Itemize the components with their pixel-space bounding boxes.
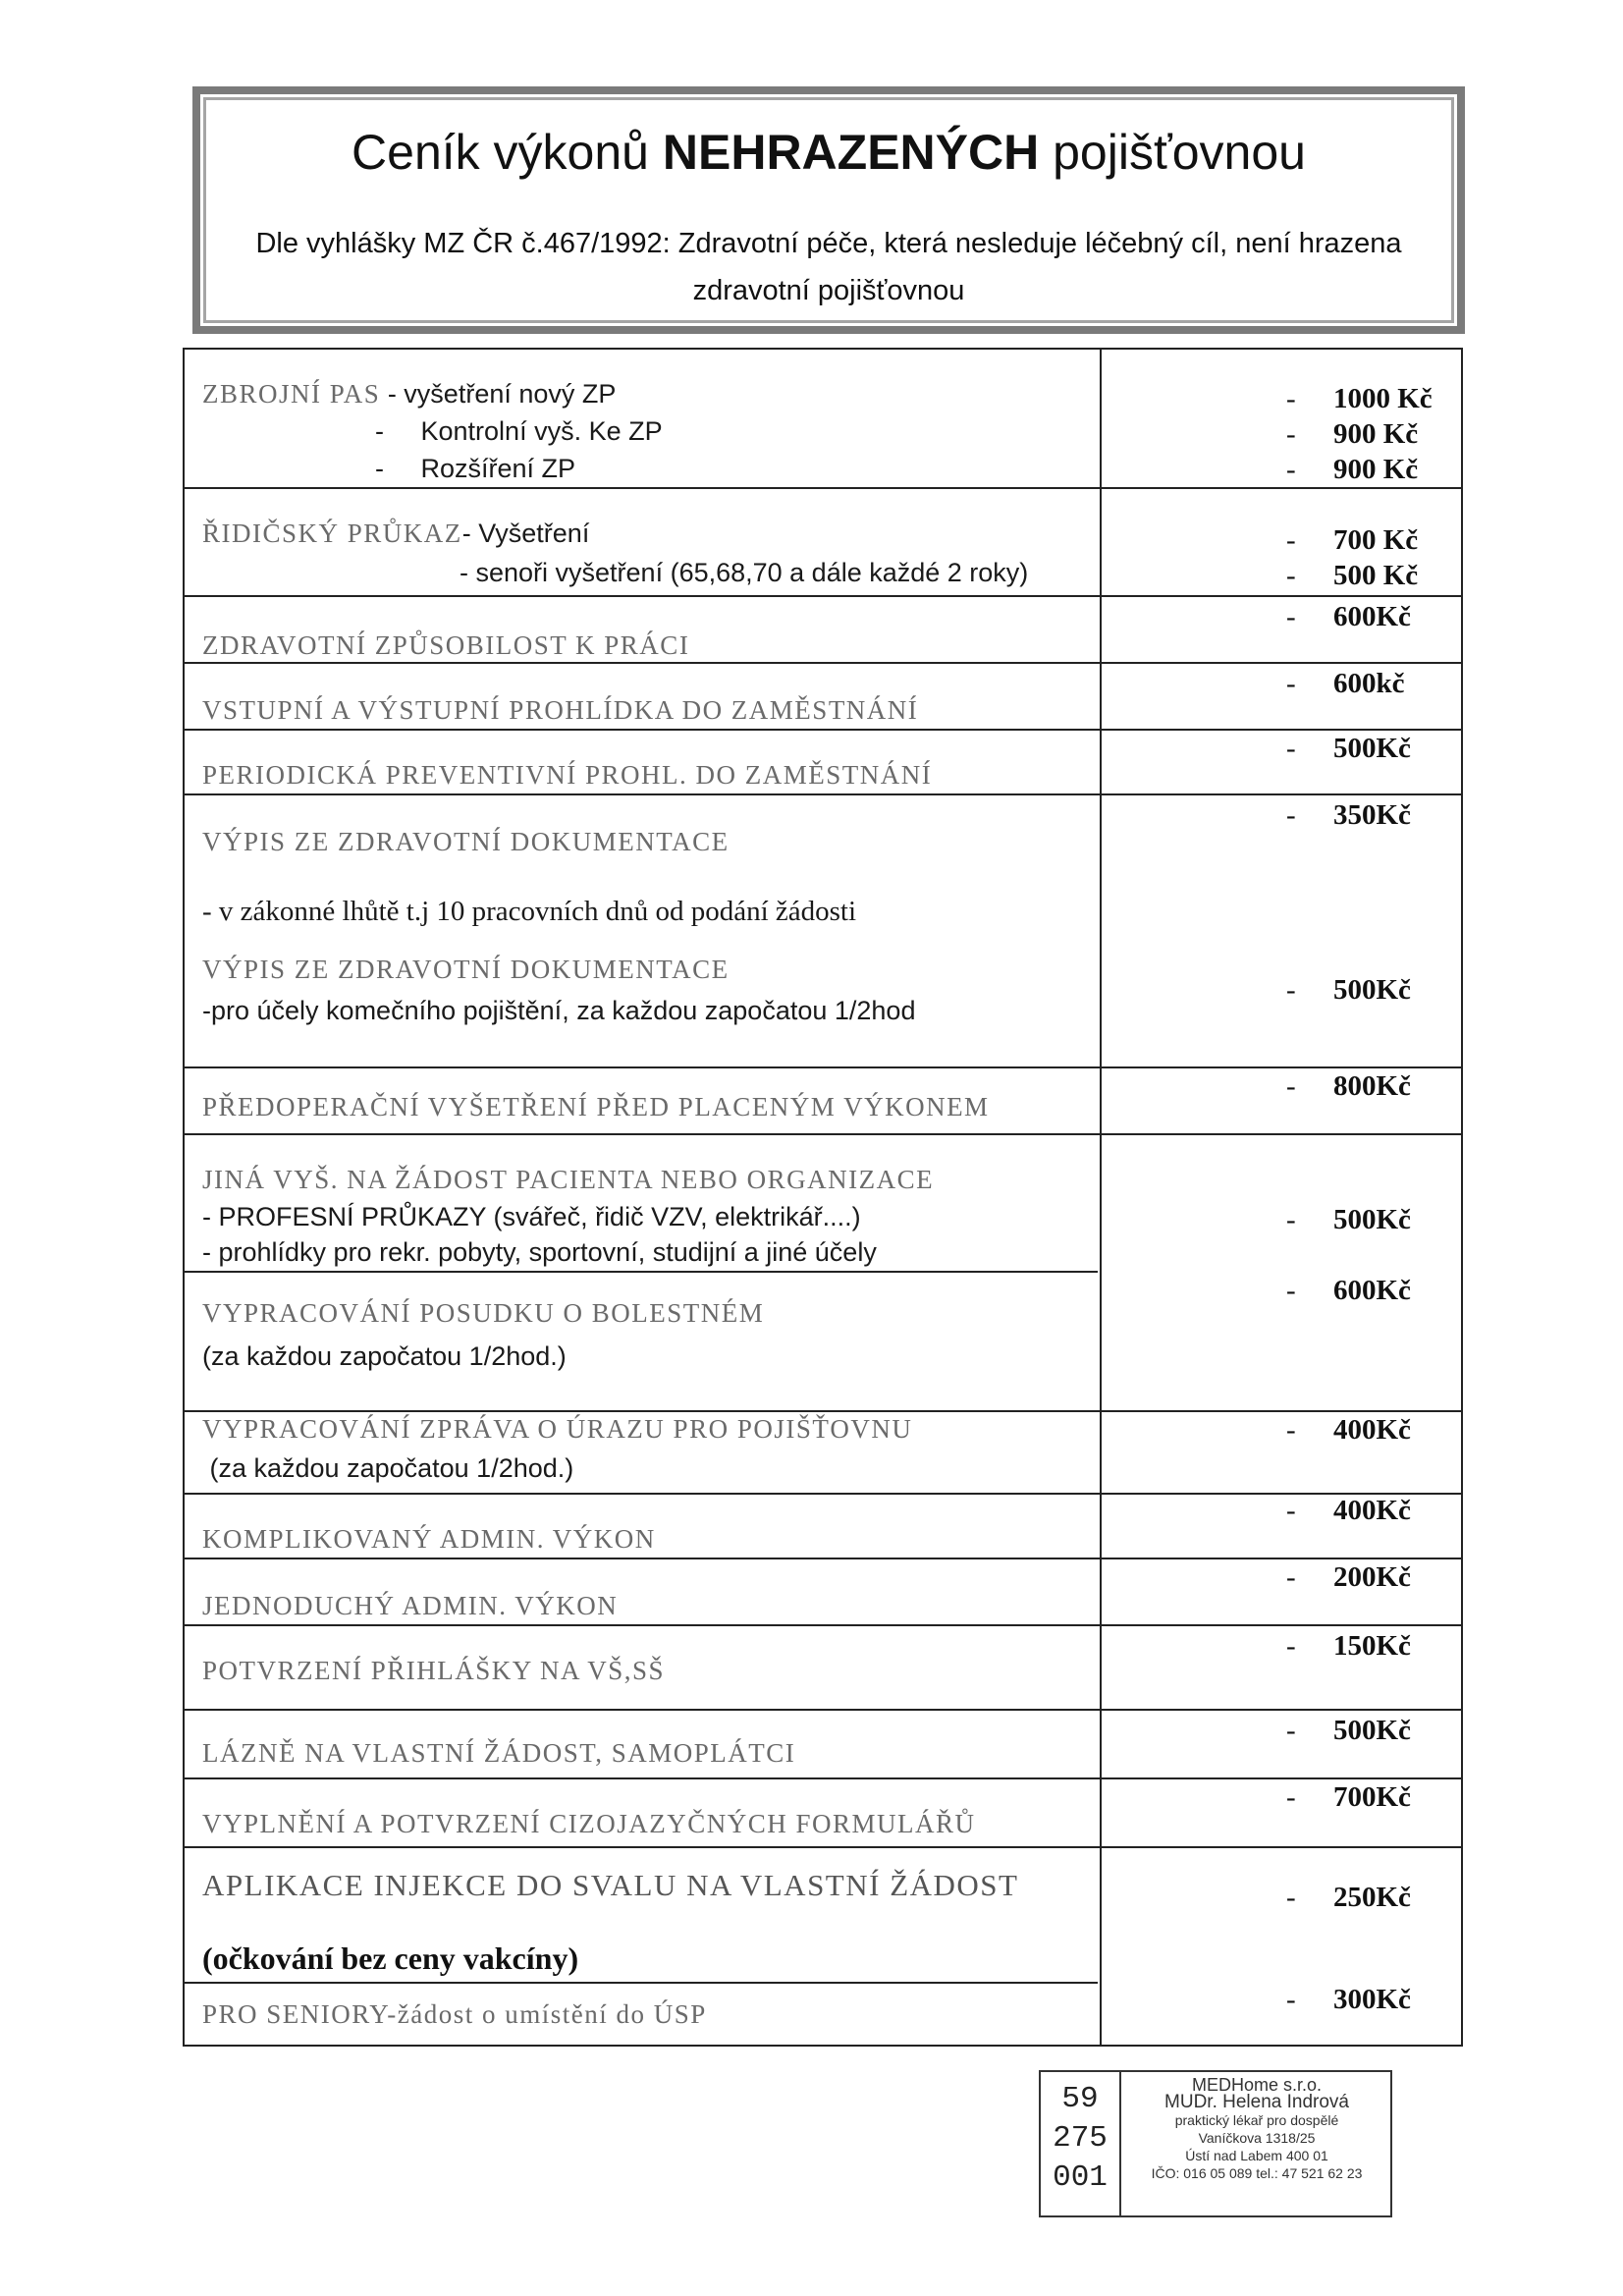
- price-ridicsky: - 700 Kč: [1286, 524, 1419, 556]
- row-predoperacni: PŘEDOPERAČNÍ VYŠETŘENÍ PŘED PLACENÝM VÝKONEM: [202, 1092, 990, 1121]
- zbrojni-kontrolni: - Kontrolní vyš. Ke ZP: [375, 416, 663, 446]
- row-vypis-dokumentace: VÝPIS ZE ZDRAVOTNÍ DOKUMENTACE: [202, 827, 730, 856]
- stamp-role: praktický lékař pro dospělé: [1174, 2112, 1339, 2128]
- row-divider: [185, 595, 1461, 597]
- page-subtitle: Dle vyhlášky MZ ČR č.467/1992: Zdravotní péče, která nesleduje léčebný cíl, není hrazena zdravotní pojišťovnou: [255, 228, 1402, 306]
- stamp-ids: IČO: 016 05 089 tel.: 47 521 62 23: [1151, 2165, 1363, 2181]
- jina-prohlidky-note: - prohlídky pro rekr. pobyty, sportovní, studijní a jiné účely: [202, 1237, 877, 1267]
- row-divider: [185, 1133, 1461, 1135]
- price-jina: - 500Kč: [1286, 1204, 1411, 1235]
- row-lazne: LÁZNĚ NA VLASTNÍ ŽÁDOST, SAMOPLÁTCI: [202, 1738, 796, 1768]
- row-bolestne: VYPRACOVÁNÍ POSUDKU O BOLESTNÉM: [202, 1298, 765, 1328]
- row-divider: [185, 1982, 1098, 1984]
- price-zpusobilost: - 600Kč: [1286, 601, 1411, 632]
- price-zbrojni-kontrolni: - 900 Kč: [1286, 418, 1419, 450]
- row-divider: [185, 1066, 1461, 1068]
- price-vstupni: - 600kč: [1286, 668, 1405, 699]
- price-prihlasky: - 150Kč: [1286, 1630, 1411, 1662]
- row-uraz: VYPRACOVÁNÍ ZPRÁVA O ÚRAZU PRO POJIŠŤOVNU: [202, 1414, 913, 1444]
- vypis-lhuta-note: - v zákonné lhůtě t.j 10 pracovních dnů od podání žádosti: [202, 896, 857, 927]
- row-divider: [185, 1493, 1461, 1495]
- row-injekce: APLIKACE INJEKCE DO SVALU NA VLASTNÍ ŽÁDOST: [202, 1868, 1019, 1902]
- row-periodicka: PERIODICKÁ PREVENTIVNÍ PROHL. DO ZAMĚSTNÁNÍ: [202, 760, 933, 790]
- price-periodicka: - 500Kč: [1286, 733, 1411, 764]
- row-divider: [185, 1846, 1461, 1848]
- row-divider: [185, 793, 1461, 795]
- vypis-pojisteni-note: -pro účely komečního pojištění, za každou započatou 1/2hod: [202, 996, 916, 1025]
- row-vstupni-prohlidka: VSTUPNÍ A VÝSTUPNÍ PROHLÍDKA DO ZAMĚSTNÁNÍ: [202, 695, 919, 725]
- row-jednoduchy: JEDNODUCHÝ ADMIN. VÝKON: [202, 1591, 619, 1620]
- row-ridicsky-prukaz: ŘIDIČSKÝ PRŮKAZ- Vyšetření: [202, 519, 590, 548]
- price-zbrojni-rozsireni: - 900 Kč: [1286, 454, 1419, 485]
- bolestne-note: (za každou započatou 1/2hod.): [202, 1341, 567, 1371]
- stamp-city: Ústí nad Labem 400 01: [1185, 2148, 1328, 2163]
- row-divider: [185, 1777, 1461, 1779]
- price-seniori: - 300Kč: [1286, 1984, 1411, 2015]
- price-vypis-pojisteni: - 500Kč: [1286, 974, 1411, 1006]
- row-formulare: VYPLNĚNÍ A POTVRZENÍ CIZOJAZYČNÝCH FORMULÁŘŮ: [202, 1809, 976, 1838]
- stamp-info: [1123, 2076, 1390, 2182]
- row-divider: [185, 729, 1461, 731]
- uraz-note: (za každou započatou 1/2hod.): [202, 1453, 574, 1483]
- row-divider: [185, 487, 1461, 489]
- row-zbrojni-pas: ZBROJNÍ PAS - vyšetření nový ZP: [202, 379, 617, 409]
- row-divider: [185, 662, 1461, 664]
- row-zpusobilost: ZDRAVOTNÍ ZPŮSOBILOST K PRÁCI: [202, 630, 690, 660]
- price-uraz: - 400Kč: [1286, 1414, 1411, 1446]
- row-divider: [185, 1271, 1098, 1273]
- stamp-company: MEDHome s.r.o.: [1191, 2075, 1323, 2095]
- price-lazne: - 500Kč: [1286, 1715, 1411, 1746]
- stamp-street: Vaníčkova 1318/25: [1198, 2130, 1316, 2146]
- row-divider: [185, 1709, 1461, 1711]
- header-box: [192, 86, 1465, 334]
- column-divider: [1100, 350, 1102, 2045]
- price-komplikovany: - 400Kč: [1286, 1495, 1411, 1526]
- row-jina-vysetreni: JINÁ VYŠ. NA ŽÁDOST PACIENTA NEBO ORGANIZACE: [202, 1165, 935, 1194]
- price-ridicsky-seniori: - 500 Kč: [1286, 560, 1419, 591]
- price-formulare: - 700Kč: [1286, 1781, 1411, 1813]
- price-jednoduchy: - 200Kč: [1286, 1561, 1411, 1593]
- jina-profesni-note: - PROFESNÍ PRŮKAZY (svářeč, řidič VZV, elektrikář....): [202, 1202, 861, 1231]
- row-vypis-pojisteni: VÝPIS ZE ZDRAVOTNÍ DOKUMENTACE: [202, 955, 730, 984]
- ridicsky-seniori: - senoři vyšetření (65,68,70 a dále každé 2 roky): [460, 558, 1029, 587]
- row-komplikovany: KOMPLIKOVANÝ ADMIN. VÝKON: [202, 1524, 656, 1554]
- page-title: Ceník výkonů NEHRAZENÝCH pojišťovnou: [352, 125, 1306, 180]
- row-divider: [185, 1624, 1461, 1626]
- row-divider: [185, 1558, 1461, 1559]
- stamp-number: 59 275 001: [1041, 2072, 1121, 2215]
- row-divider: [185, 1410, 1461, 1412]
- zbrojni-rozsireni: - Rozšíření ZP: [375, 454, 576, 483]
- row-seniori-usp: PRO SENIORY-žádost o umístění do ÚSP: [202, 1999, 707, 2029]
- row-prihlasky: POTVRZENÍ PŘIHLÁŠKY NA VŠ,SŠ: [202, 1656, 666, 1685]
- price-zbrojni-novy: - 1000 Kč: [1286, 383, 1433, 414]
- practice-stamp: [1039, 2070, 1392, 2217]
- price-predoperacni: - 800Kč: [1286, 1070, 1411, 1102]
- price-vypis: - 350Kč: [1286, 799, 1411, 831]
- stamp-doctor: MUDr. Helena Indrová: [1164, 2092, 1349, 2112]
- price-bolestne: - 600Kč: [1286, 1275, 1411, 1306]
- price-injekce: - 250Kč: [1286, 1882, 1411, 1913]
- price-table: [183, 348, 1463, 2047]
- injekce-note: (očkování bez ceny vakcíny): [202, 1941, 579, 1976]
